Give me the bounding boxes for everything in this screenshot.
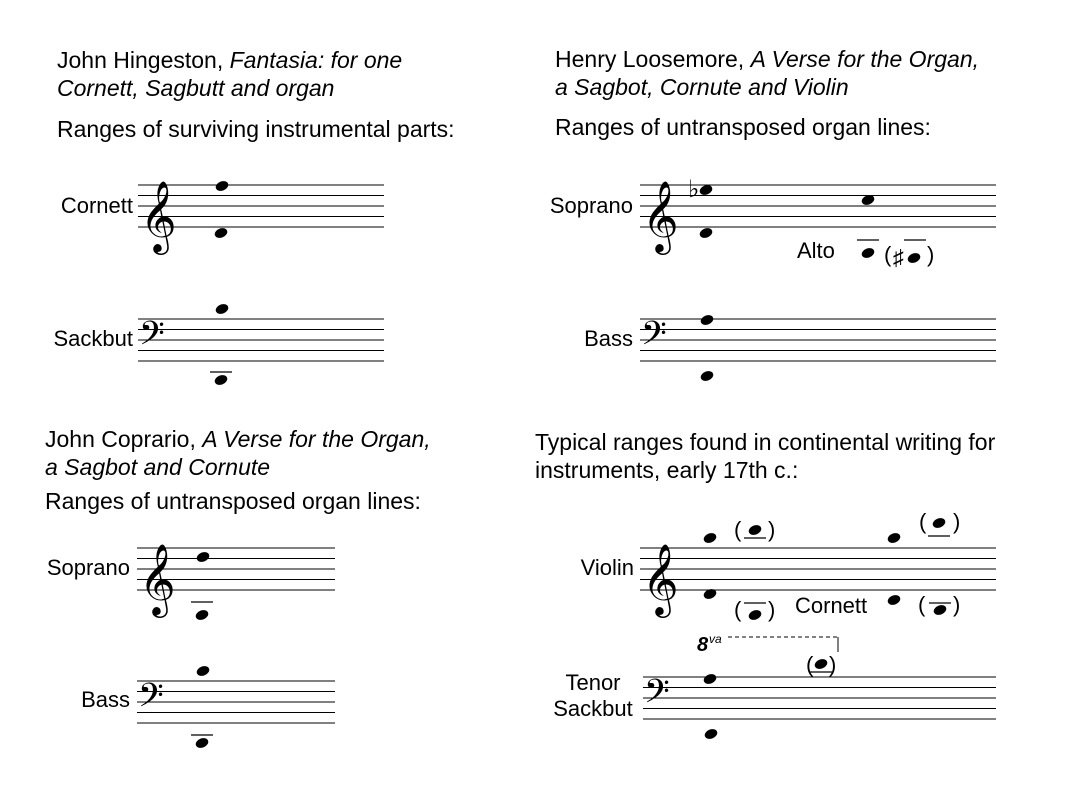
note-violin-ext-high <box>747 523 762 536</box>
hingeston-work-title-cont: Cornett, Sagbutt and organ <box>57 75 335 101</box>
note-alto-sharp <box>906 251 921 264</box>
ottava-va: va <box>709 632 722 646</box>
note-cornett-low <box>213 226 228 239</box>
note-ottava <box>813 657 828 670</box>
note-violin-high <box>702 531 717 544</box>
coprario-composer: John Coprario, <box>45 426 196 452</box>
treble-clef-icon: 𝄞 <box>642 182 679 251</box>
note-cornett-high <box>214 179 229 192</box>
bass-clef-icon: 𝄢 <box>644 674 670 718</box>
staff-label-soprano-loosemore: Soprano <box>549 193 633 218</box>
note-cornett-low-cont <box>886 593 901 606</box>
treble-clef-icon: 𝄞 <box>139 545 176 614</box>
paren-open-alto: ( <box>884 242 892 267</box>
staff-label-sackbut-cont: Sackbut <box>553 696 633 721</box>
staff-label-violin: Violin <box>580 555 634 580</box>
loosemore-composer: Henry Loosemore, <box>555 46 745 72</box>
inline-label-cornett: Cornett <box>795 593 868 618</box>
staff-label-bass-coprario: Bass <box>81 687 130 712</box>
note-bass-high <box>699 313 714 326</box>
note-tenor-sackbut-high <box>702 672 717 685</box>
loosemore-work-title: A Verse for the Organ, <box>750 46 979 72</box>
flat-icon: ♭ <box>688 176 700 203</box>
staff-label-tenor: Tenor <box>565 670 621 695</box>
ottava-mark <box>697 632 838 656</box>
continental-heading-line2: instruments, early 17th c.: <box>535 457 799 483</box>
paren-close-cornett-low: ) <box>953 592 961 617</box>
note-violin-low <box>702 587 717 600</box>
parentheses <box>734 242 960 677</box>
ledger-lines <box>191 240 951 735</box>
ottava-eight: 8 <box>697 634 709 656</box>
bass-clef-icon: 𝄢 <box>138 678 164 722</box>
paren-close-alto: ) <box>927 242 935 267</box>
note-sackbut-high <box>214 302 229 315</box>
bass-clef-icon: 𝄢 <box>641 316 667 360</box>
note-cornett-ext-low <box>932 603 947 616</box>
paren-close-cornett-high: ) <box>953 509 961 534</box>
treble-clef-icon: 𝄞 <box>140 182 177 251</box>
note-coprario-soprano-high <box>195 550 210 563</box>
staff-label-cornett: Cornett <box>60 193 133 218</box>
hingeston-subtitle: Ranges of surviving instrumental parts: <box>57 116 455 142</box>
paren-open-violin-high: ( <box>734 517 742 542</box>
hingeston-work-title: Fantasia: for one <box>229 47 403 73</box>
hingeston-composer: John Hingeston, <box>57 47 224 73</box>
note-cornett-ext-high <box>931 516 946 529</box>
note-coprario-bass-high <box>195 664 210 677</box>
coprario-work-title-cont: a Sagbot and Cornute <box>45 454 271 480</box>
paren-open-cornett-low: ( <box>918 592 926 617</box>
coprario-work-title: A Verse for the Organ, <box>202 426 431 452</box>
note-soprano-low <box>698 226 713 239</box>
staff-label-soprano-coprario: Soprano <box>46 555 130 580</box>
staff-label-sackbut: Sackbut <box>53 326 133 351</box>
paren-open-ottava: ( <box>806 652 814 677</box>
bass-clef-icon: 𝄢 <box>139 316 165 360</box>
paren-close-violin-low: ) <box>768 597 776 622</box>
paren-close-ottava: ) <box>829 652 837 677</box>
paren-open-cornett-high: ( <box>919 509 927 534</box>
inline-label-alto: Alto <box>797 238 835 263</box>
note-cornett-high-cont <box>886 531 901 544</box>
paren-open-violin-low: ( <box>734 597 742 622</box>
continental-heading-line1: Typical ranges found in continental writing for <box>535 429 996 455</box>
staff-lines <box>137 185 996 723</box>
loosemore-subtitle: Ranges of untransposed organ lines: <box>555 114 931 140</box>
sharp-icon: ♯ <box>893 245 904 270</box>
note-violin-ext-low <box>747 608 762 621</box>
note-tenor-sackbut-low <box>703 727 718 740</box>
note-bass-low <box>699 369 714 382</box>
clefs <box>138 181 679 722</box>
coprario-subtitle: Ranges of untransposed organ lines: <box>45 488 421 514</box>
note-alto-low <box>860 246 875 259</box>
note-coprario-soprano-low <box>194 608 209 621</box>
staff-label-bass-loosemore: Bass <box>584 326 633 351</box>
note-sackbut-low <box>213 373 228 386</box>
note-coprario-bass-low <box>194 736 209 749</box>
loosemore-work-title-cont: a Sagbot, Cornute and Violin <box>555 74 849 100</box>
paren-close-violin-high: ) <box>768 517 776 542</box>
treble-clef-icon: 𝄞 <box>642 545 679 614</box>
